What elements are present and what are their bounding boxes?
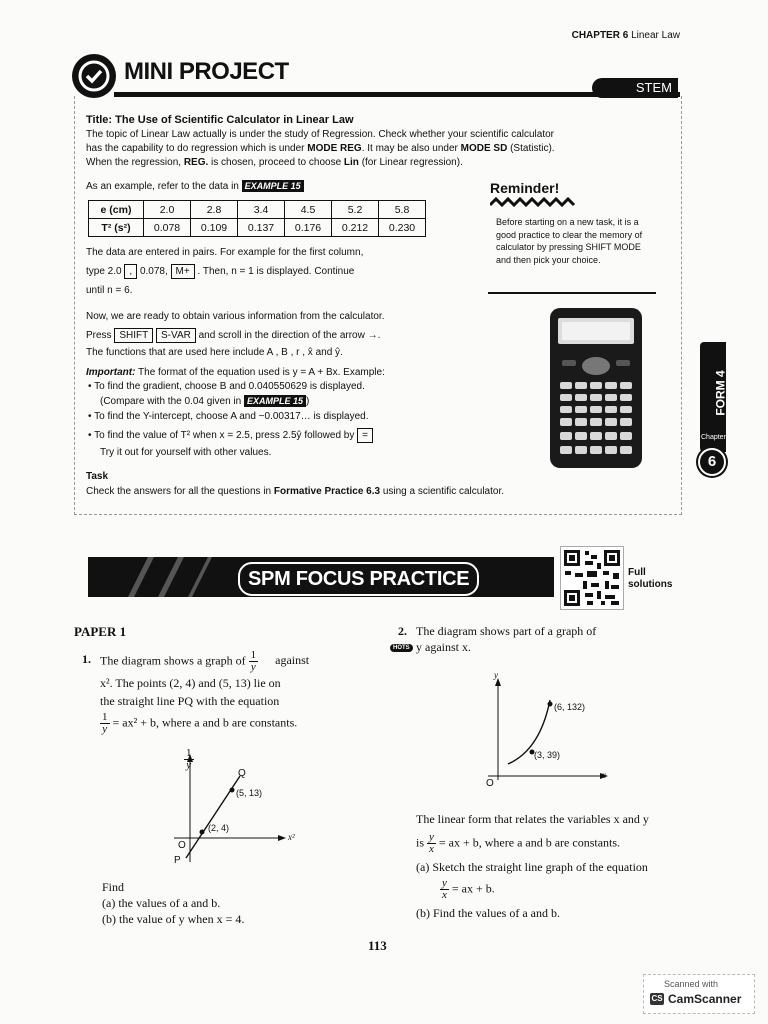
q1-y-axis-label: $\frac{1}{y}$ bbox=[186, 747, 192, 771]
q1-line-1: The diagram shows a graph of $\frac{1}{y}$ against bbox=[100, 649, 310, 673]
pairs-line-1: The data are entered in pairs. For example for the first column, bbox=[86, 247, 364, 258]
q2-line-2: y against x. bbox=[416, 640, 471, 654]
pairs-line-3: until n = 6. bbox=[86, 285, 133, 296]
q1-line-3: the straight line PQ with the equation bbox=[100, 694, 280, 708]
banner-stripes bbox=[88, 557, 238, 597]
table-cell: 0.137 bbox=[238, 219, 285, 237]
q1-point-label: (5, 13) bbox=[236, 788, 263, 798]
q1-line-2: x². The points (2, 4) and (5, 13) lie on bbox=[100, 676, 281, 690]
table-cell: 5.2 bbox=[332, 201, 379, 219]
q2-part-a: (a) Sketch the straight line graph of the equation bbox=[416, 860, 648, 874]
intro-line-3: When the regression, REG. is chosen, proceed to choose Lin (for Linear regression). bbox=[86, 157, 463, 168]
q1-part-a: (a) the values of a and b. bbox=[102, 896, 221, 910]
task-label: Task bbox=[86, 471, 109, 482]
project-title: Title: The Use of Scientific Calculator in Linear Law bbox=[86, 114, 354, 126]
bullet-gradient: • To find the gradient, choose B and 0.040550629 is displayed. bbox=[88, 381, 365, 392]
ready-line-1: Now, we are ready to obtain various information from the calculator. bbox=[86, 311, 385, 322]
example-lead: As an example, refer to the data in EXAMPLE 15 bbox=[86, 180, 304, 194]
q1-fraction: $\frac{1}{y}$ bbox=[250, 649, 257, 673]
table-cell: 3.4 bbox=[238, 201, 285, 219]
try-it-line: Try it out for yourself with other values. bbox=[100, 447, 272, 458]
bullet-intercept: • To find the Y-intercept, choose A and −0.00317… is displayed. bbox=[88, 411, 369, 422]
table-cell: 0.109 bbox=[191, 219, 238, 237]
table-cell: 0.176 bbox=[285, 219, 332, 237]
bullet-value: • To find the value of T² when x = 2.5, press 2.5ŷ followed by = bbox=[88, 428, 373, 443]
mplus-key: M+ bbox=[171, 264, 195, 279]
q2-line-3: The linear form that relates the variables x and y bbox=[416, 812, 649, 826]
ready-line-3: The functions that are used here include A , B , r , x̂ and ŷ. bbox=[86, 347, 343, 358]
q1-graph bbox=[160, 742, 310, 872]
table-header-cell: e (cm) bbox=[89, 201, 144, 219]
scanned-with-text: Scanned with bbox=[664, 979, 719, 989]
q2-number: 2. bbox=[398, 624, 407, 638]
ready-line-2: Press SHIFT S-VAR and scroll in the direction of the arrow →. bbox=[86, 330, 381, 341]
q1-x-axis-label: x² bbox=[288, 832, 295, 842]
table-cell: 2.8 bbox=[191, 201, 238, 219]
chapter-title: Linear Law bbox=[631, 30, 680, 41]
q2-y-axis-label: y bbox=[494, 670, 498, 680]
spm-title: SPM FOCUS PRACTICE bbox=[238, 562, 479, 596]
q1-find: Find bbox=[102, 880, 125, 894]
q2-line-4: is $\frac{y}{x}$ = ax + b, where a and b are constants. bbox=[416, 831, 621, 855]
q2-graph bbox=[480, 670, 620, 790]
table-cell: 2.0 bbox=[144, 201, 191, 219]
q2-line-1: The diagram shows part of a graph of bbox=[416, 624, 597, 638]
q1-point-label: (2, 4) bbox=[208, 823, 230, 833]
task-text: Check the answers for all the questions in Formative Practice 6.3 using a scientific calculator. bbox=[86, 486, 505, 497]
mini-project-heading: MINI PROJECT bbox=[124, 58, 289, 85]
important-line: Important: The format of the equation used is y = A + Bx. Example: bbox=[86, 367, 385, 378]
q2-part-b: (b) Find the values of a and b. bbox=[416, 906, 560, 920]
qr-code-icon[interactable] bbox=[560, 546, 624, 610]
side-chapter-number: 6 bbox=[698, 448, 726, 476]
q2-x-axis-label: x bbox=[602, 770, 606, 780]
page-number: 113 bbox=[368, 938, 387, 953]
calculator-illustration bbox=[548, 306, 644, 470]
equals-key: = bbox=[357, 428, 373, 443]
q2-part-a-equation: $\frac{y}{x}$ = ax + b. bbox=[442, 877, 495, 901]
q2-point-label: (3, 39) bbox=[534, 750, 561, 760]
q1-point-q-label: Q bbox=[238, 768, 246, 779]
comma-key: , bbox=[124, 264, 137, 279]
chapter-header bbox=[572, 30, 680, 41]
q2-origin-label: O bbox=[486, 778, 494, 789]
hots-badge: HOTS bbox=[390, 644, 413, 652]
table-header-cell: T² (s²) bbox=[89, 219, 144, 237]
example-badge: EXAMPLE 15 bbox=[242, 180, 304, 192]
table-cell: 0.078 bbox=[144, 219, 191, 237]
camscanner-name: CamScanner bbox=[668, 992, 742, 1006]
full-solutions-label: Full solutions bbox=[628, 567, 673, 590]
q1-equation-fraction: $\frac{1}{y}$ bbox=[102, 711, 108, 735]
reminder-zigzag bbox=[490, 197, 580, 207]
table-cell: 0.230 bbox=[379, 219, 426, 237]
q2-point-label: (6, 132) bbox=[554, 702, 586, 712]
table-row bbox=[89, 219, 426, 237]
table-cell: 4.5 bbox=[285, 201, 332, 219]
svar-key: S-VAR bbox=[156, 328, 196, 343]
mini-project-check-icon bbox=[72, 54, 116, 98]
q1-number: 1. bbox=[82, 652, 91, 666]
example-badge: EXAMPLE 15 bbox=[244, 395, 306, 407]
reminder-rule bbox=[488, 292, 656, 294]
q1-line-4: $\frac{1}{y}$ = ax² + b, where a and b are constants. bbox=[102, 711, 298, 735]
table-cell: 5.8 bbox=[379, 201, 426, 219]
side-chapter-label: Chapter bbox=[701, 434, 726, 441]
q1-origin-label: O bbox=[178, 840, 186, 851]
q1-point-p-label: P bbox=[174, 855, 181, 866]
reminder-title: Reminder! bbox=[490, 180, 560, 196]
chapter-number: CHAPTER 6 bbox=[571, 30, 629, 41]
form-label: FORM 4 bbox=[713, 370, 728, 416]
data-table bbox=[88, 200, 426, 237]
shift-key: SHIFT bbox=[114, 328, 153, 343]
camscanner-logo-icon: CS bbox=[651, 994, 663, 1003]
table-cell: 0.212 bbox=[332, 219, 379, 237]
stem-label: STEM bbox=[635, 80, 672, 95]
intro-line-2: has the capability to do regression which is under MODE REG. It may be also under MODE SD (Statistic). bbox=[86, 143, 555, 154]
stem-badge bbox=[592, 78, 678, 98]
pairs-line-2: type 2.0 , 0.078, M+ . Then, n = 1 is displayed. Continue bbox=[86, 266, 355, 277]
q1-part-b: (b) the value of y when x = 4. bbox=[102, 912, 245, 926]
q2-fraction: $\frac{y}{x}$ bbox=[429, 831, 434, 855]
bullet-gradient-compare: (Compare with the 0.04 given in EXAMPLE 15 ) bbox=[100, 396, 310, 407]
paper-label: PAPER 1 bbox=[74, 624, 127, 639]
table-row bbox=[89, 201, 426, 219]
intro-line-1: The topic of Linear Law actually is under the study of Regression. Check whether your scientific calculator bbox=[86, 129, 555, 140]
reminder-text: Before starting on a new task, it is a good practice to clear the memory of calculator by pressing SHIFT MODE and then pick your choice. bbox=[496, 217, 643, 265]
